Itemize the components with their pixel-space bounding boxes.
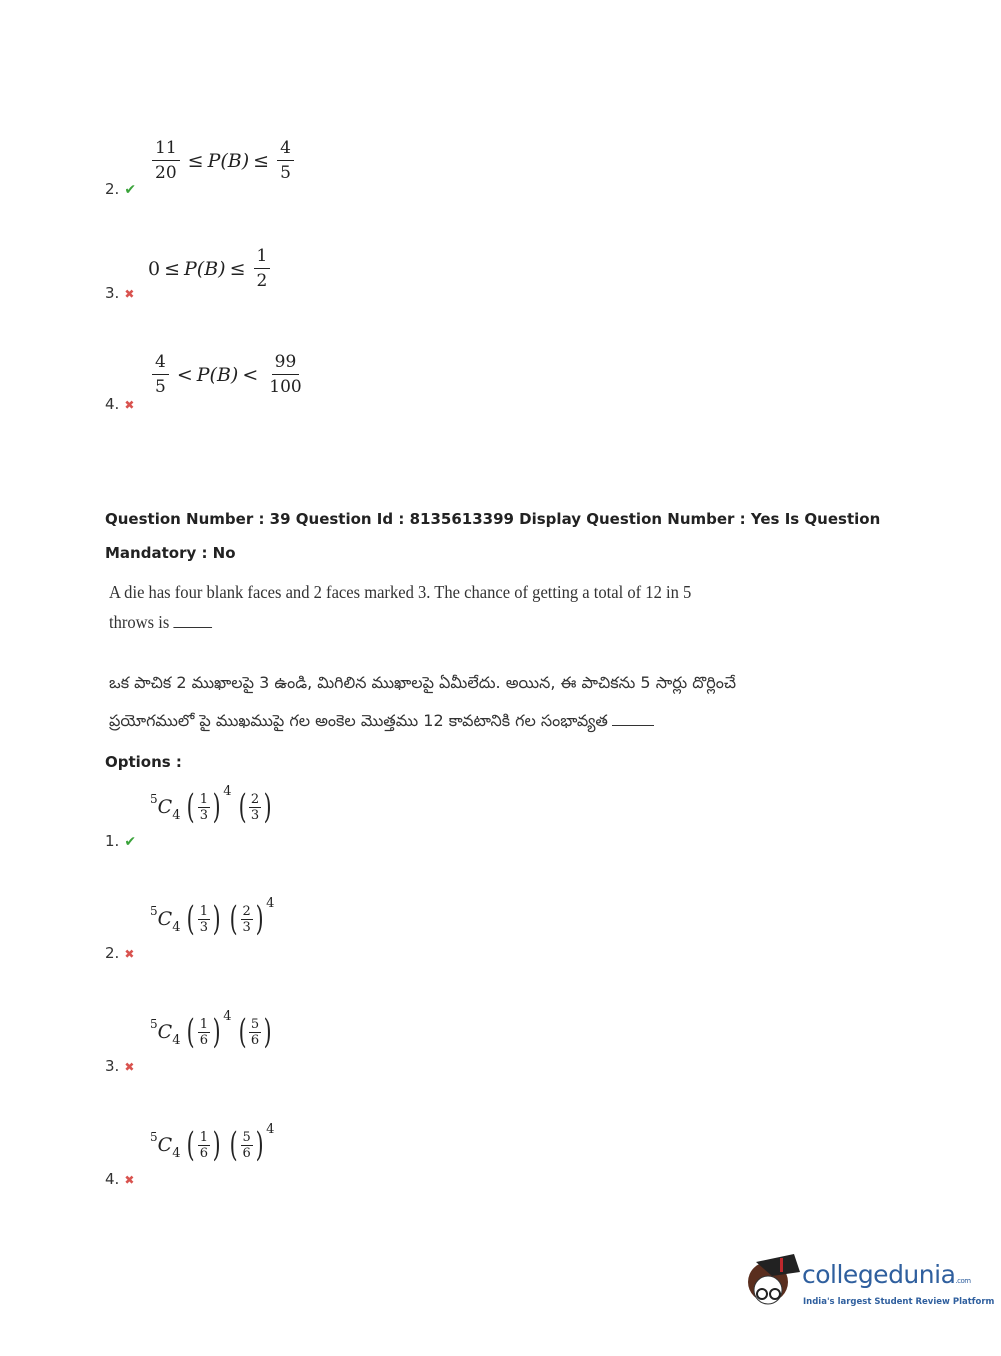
option-expression [150,1122,275,1165]
logo-tagline: India's largest Student Review Platform [803,1297,995,1307]
combination-r: 4 [172,1032,181,1048]
option-expression [150,784,274,827]
parenthesized-fraction [236,787,275,827]
english-line-1: A die has four blank faces and 2 faces marked 3. The chance of getting a total of 12 in 5 [109,582,692,602]
denominator: 100 [269,377,302,397]
option-number-label [105,832,136,850]
parenthesized-fraction [236,1012,275,1052]
denominator: 6 [199,1145,209,1161]
operator: ≤ [187,149,204,172]
left-paren: ( [229,899,238,939]
right-paren: ) [212,1012,221,1052]
probability-term: P(B) [184,257,226,280]
mascot-icon [742,1250,802,1312]
option-expression [148,246,274,291]
denominator: 20 [155,163,177,183]
exponent: 4 [223,784,232,799]
parenthesized-fraction [184,1012,223,1052]
combination-n: 5 [150,904,158,918]
numerator: 4 [152,352,169,375]
combination-n: 5 [150,792,158,806]
cross-icon: ✖ [124,287,135,301]
right-paren: ) [212,787,221,827]
combination-n: 5 [150,1017,158,1031]
right-paren: ) [263,787,272,827]
question-text-telugu [109,664,736,740]
combination-r: 4 [172,1145,181,1161]
fraction [152,138,180,183]
exponent: 4 [266,896,275,911]
right-paren: ) [263,1012,272,1052]
fraction [198,1017,210,1048]
fraction [198,792,210,823]
parenthesized-fraction [184,899,223,939]
option-number-label [105,180,136,198]
combination-symbol: C [157,1021,173,1043]
numerator: 2 [250,791,260,807]
cross-icon: ✖ [124,947,135,961]
probability-term: P(B) [207,149,250,172]
lhs-value: 0 [148,257,161,280]
left-paren: ( [229,1125,238,1165]
question-text-english [109,577,691,637]
combination-n: 5 [150,1130,158,1144]
left-paren: ( [187,1125,196,1165]
denominator: 2 [256,271,268,291]
parenthesized-fraction [184,1125,223,1165]
fraction [249,1017,261,1048]
answer-blank [173,627,212,628]
combination-symbol: C [157,1134,173,1156]
right-paren: ) [255,1125,264,1165]
right-paren: ) [212,1125,221,1165]
numerator: 5 [250,1016,260,1032]
combination-r: 4 [172,919,181,935]
exponent: 4 [223,1009,232,1024]
operator: ≤ [253,149,270,172]
probability-term: P(B) [196,363,239,386]
right-paren: ) [255,899,264,939]
check-icon: ✔ [124,834,137,850]
parenthesized-fraction [227,1125,266,1165]
fraction [277,138,294,183]
fraction [152,352,169,397]
option-number: 3. [105,1057,120,1075]
denominator: 3 [242,919,251,935]
denominator: 3 [250,807,260,823]
fraction [249,792,261,823]
denominator: 6 [250,1032,260,1048]
operator: < [176,363,193,386]
denominator: 6 [242,1145,251,1161]
option-expression [150,896,275,939]
option-expression [150,1009,274,1052]
answer-blank [612,725,654,726]
combination-symbol: C [157,796,173,818]
option-number: 2. [105,944,120,962]
option-number-label [105,395,134,413]
left-paren: ( [238,1012,247,1052]
numerator: 99 [272,352,300,375]
fraction [266,352,304,397]
fraction [198,904,210,935]
parenthesized-fraction [184,787,223,827]
option-number: 3. [105,284,120,302]
left-paren: ( [187,1012,196,1052]
english-line-2: throws is [109,612,170,632]
option-number-label [105,284,134,302]
fraction [241,1130,253,1161]
left-paren: ( [187,899,196,939]
option-expression [148,138,298,183]
denominator: 6 [199,1032,209,1048]
left-paren: ( [238,787,247,827]
cross-icon: ✖ [124,1060,135,1074]
numerator: 4 [277,138,294,161]
numerator: 5 [242,1129,251,1145]
numerator: 2 [242,903,251,919]
combination-symbol: C [157,908,173,930]
telugu-line-1: ఒక పాచిక 2 ముఖాలపై 3 ఉండి, మిగిలిన ముఖాలపై ఏమీలేదు. అయిన, ఈ పాచికను 5 సార్లు దొర్లించే [109,673,736,692]
denominator: 5 [155,377,166,397]
question-mandatory: Mandatory : No [105,544,236,562]
option-number-label [105,1170,134,1188]
operator: ≤ [164,257,181,280]
denominator: 3 [199,807,209,823]
option-number: 1. [105,832,120,850]
logo-wordmark: collegedunia.com [802,1260,971,1289]
fraction [198,1130,210,1161]
option-number-label [105,944,134,962]
operator: ≤ [229,257,246,280]
check-icon: ✔ [124,182,137,198]
left-paren: ( [187,787,196,827]
telugu-line-2: ప్రయోగములో పై ముఖముపై గల అంకెల మొత్తము 12 కావటానికి గల సంభావ్యత [109,711,608,730]
fraction [241,904,253,935]
collegedunia-logo [742,1250,995,1320]
option-number: 4. [105,395,120,413]
cross-icon: ✖ [124,398,135,412]
option-number-label [105,1057,134,1075]
fraction [254,246,271,291]
numerator: 1 [199,1129,209,1145]
denominator: 3 [199,919,209,935]
numerator: 1 [254,246,271,269]
cross-icon: ✖ [124,1173,135,1187]
parenthesized-fraction [227,899,266,939]
exponent: 4 [266,1122,275,1137]
option-number: 2. [105,180,120,198]
numerator: 1 [199,791,209,807]
option-expression [148,352,309,397]
option-number: 4. [105,1170,120,1188]
numerator: 11 [152,138,180,161]
options-label: Options : [105,753,182,771]
operator: < [242,363,259,386]
numerator: 1 [199,903,209,919]
combination-r: 4 [172,807,181,823]
right-paren: ) [212,899,221,939]
denominator: 5 [280,163,291,183]
question-header: Question Number : 39 Question Id : 8135613399 Display Question Number : Yes Is Question [105,510,881,528]
numerator: 1 [199,1016,209,1032]
